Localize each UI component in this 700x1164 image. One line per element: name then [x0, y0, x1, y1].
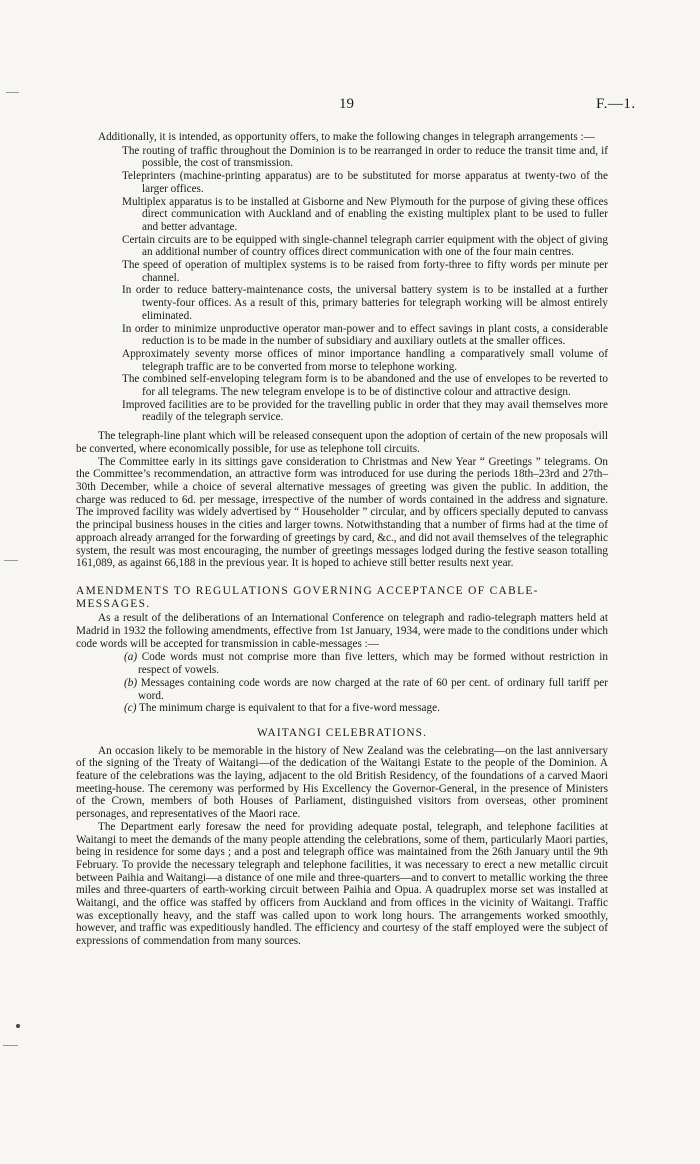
binding-hole-dot: [16, 1024, 20, 1028]
item-text: Code words must not comprise more than five letters, which may be formed without restriction in respect of vowels.: [138, 651, 608, 677]
list-item: In order to reduce battery-maintenance costs, the universal battery system is to be installed at a further twenty-four offices. As a result of this, primary batteries for telegraph working will be almost entirely eliminated.: [122, 284, 608, 322]
list-item: [124, 651, 608, 676]
plant-paragraph: The telegraph-line plant which will be released consequent upon the adoption of certain of the new proposals will be converted, where economically possible, for use as telephone toll circuits.: [76, 430, 608, 455]
list-item: The routing of traffic throughout the Dominion is to be rearranged in order to reduce the transit time and, if possible, the cost of transmission.: [122, 144, 608, 170]
page-number: 19: [339, 96, 354, 112]
item-label: (b): [124, 676, 138, 689]
list-item: [124, 677, 608, 702]
waitangi-paragraph-2: The Department early foresaw the need for providing adequate postal, telegraph, and telephone facilities at Waitangi to meet the demands of the many people attending the celebrations, some of them, particularly Maori parties, being in residence for some days ; and a post and telegraph office was maintained from the 26th January until the 9th February. To provide the necessary telegraph and telephone facilities, it was necessary to erect a new metallic circuit between Paihia and Waitangi—a distance of one mile and three-quarters—and to convert to metallic working the three miles and three-quarters of earth-working circuit between Paihia and Opua. A quadruplex morse set was installed at Waitangi, and the office was staffed by officers from Auckland and from offices in the vicinity of Waitangi. Traffic was exceptionally heavy, and the staff was called upon to work long hours. The arrangements worked smoothly, however, and traffic was expeditiously handled. The efficiency and courtesy of the staff employed were the subject of expressions of commendation from many sources.: [76, 820, 608, 948]
item-label: (c): [124, 702, 137, 715]
item-text: The minimum charge is equivalent to that for a five-word message.: [139, 702, 440, 715]
greetings-paragraph: The Committee early in its sittings gave consideration to Christmas and New Year “ Greetings ” telegrams. On the Committee’s recommendation, an attractive form was introduced for use during the periods 18th–23rd and 27th–30th December, while a choice of several alternative messages of greeting was given the public. In addition, the charge was reduced to 6d. per message, irrespective of the number of words contained in the address and signature. The improved facility was widely advertised by “ Householder ” circular, and by officers specially deputed to canvass the principal business houses in the cities and larger towns. Notwithstanding that a number of firms had at the time of approach already arranged for the forwarding of greetings by card, &c., and did not avail themselves of the telegraphic system, the result was most encouraging, the number of greetings messages lodged during the festive season totalling 161,089, as against 66,188 in the previous year. It is hoped to achieve still better results next year.: [76, 455, 608, 570]
list-item: Multiplex apparatus is to be installed at Gisborne and New Plymouth for the purpose of giving these offices direct communication with Auckland and of enabling the existing multiplex plant to be used to fuller and better advantage.: [122, 195, 608, 233]
waitangi-paragraph-1: An occasion likely to be memorable in the history of New Zealand was the celebrating—on the last anniversary of the signing of the Treaty of Waitangi—of the dedication of the Waitangi Estate to the people of the Dominion. A feature of the celebrations was the laying, adjacent to the old British Residency, of the foundations of a carved Maori meeting-house. The ceremony was performed by His Excellency the Governor-General, in the presence of Ministers of the Crown, members of both Houses of Parliament, distinguished visitors from overseas, other prominent personages, and representatives of the Maori race.: [76, 744, 608, 821]
item-text: Messages containing code words are now charged at the rate of 60 per cent. of ordinary full tariff per word.: [138, 676, 608, 702]
amendments-list: [124, 651, 608, 715]
item-label: (a): [124, 651, 138, 664]
waitangi-section-heading: WAITANGI CELEBRATIONS.: [256, 726, 428, 739]
list-item: [124, 702, 608, 715]
list-item: Approximately seventy morse offices of minor importance handling a comparatively small volume of telegraph traffic are to be converted from morse to telephone working.: [122, 347, 608, 373]
cable-paragraph: As a result of the deliberations of an International Conference on telegraph and radio-telegraph matters held at Madrid in 1932 the following amendments, effective from 1st January, 1934, were made to the conditions under which code words will be accepted for transmission in cable-messages :—: [76, 612, 608, 650]
list-item: The combined self-enveloping telegram form is to be abandoned and the use of envelopes to be reverted to for all telegrams. The new telegram envelope is to be of distinctive colour and attractive design.: [122, 373, 608, 399]
page-header: [0, 96, 700, 116]
list-item: The speed of operation of multiplex systems is to be raised from forty-three to fifty words per minute per channel.: [122, 259, 608, 284]
list-item: In order to minimize unproductive operator man-power and to effect savings in plant costs, a considerable reduction is to be made in the number of subsidiary and auxiliary outlets at the smaller offices.: [122, 322, 608, 348]
list-item: Certain circuits are to be equipped with single-channel telegraph carrier equipment with the object of giving an additional number of country offices direct communication with one of the four main centres.: [122, 233, 608, 259]
margin-mark: [6, 92, 19, 93]
margin-mark: [4, 560, 18, 561]
cable-section-heading: AMENDMENTS TO REGULATIONS GOVERNING ACCEPTANCE OF CABLE-MESSAGES.: [76, 584, 539, 610]
paper-reference: F.—1.: [596, 96, 636, 112]
page-body: [76, 131, 608, 948]
intro-paragraph: Additionally, it is intended, as opportunity offers, to make the following changes in telegraph arrangements :—: [98, 131, 595, 143]
telegraph-changes-list: [122, 145, 608, 424]
list-item: Teleprinters (machine-printing apparatus) are to be substituted for morse apparatus at twenty-two of the larger offices.: [122, 170, 608, 195]
margin-mark: [3, 1045, 18, 1046]
list-item: Improved facilities are to be provided for the travelling public in order that they may avail themselves more readily of the telegraph service.: [122, 398, 608, 424]
